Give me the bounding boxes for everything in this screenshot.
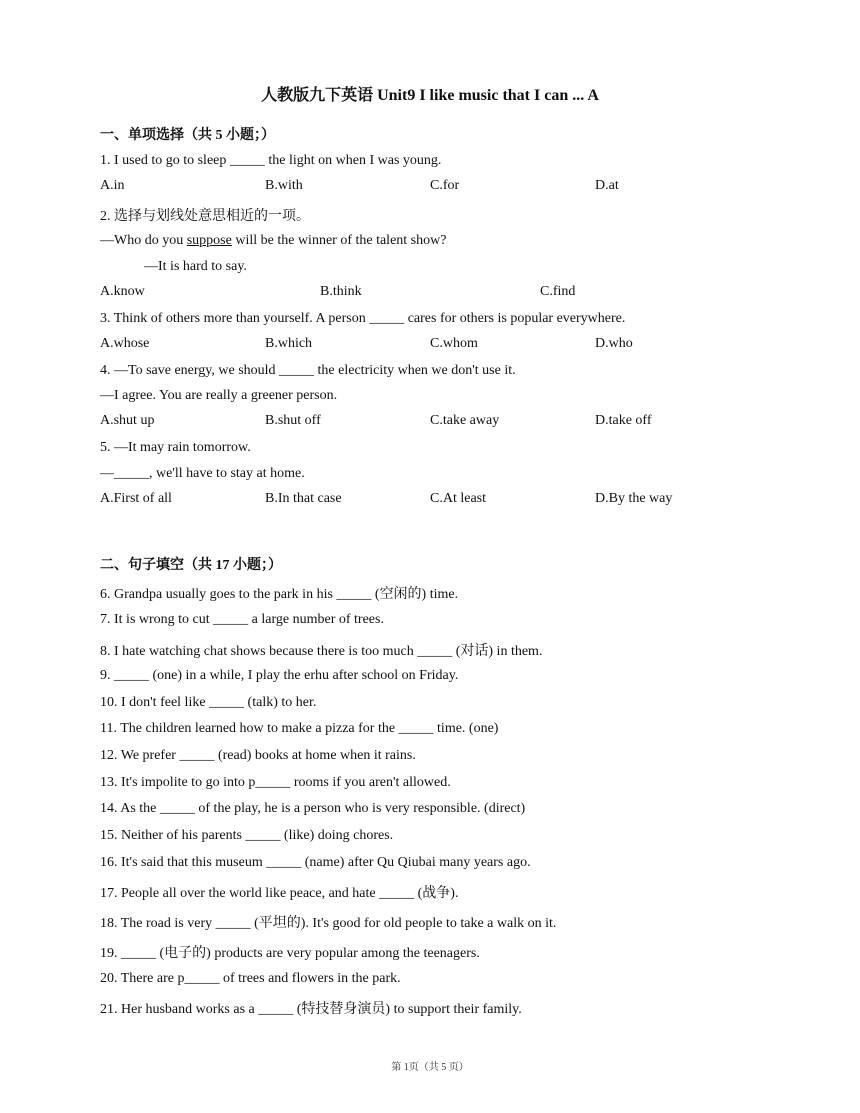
- question-2-option-c: C.find: [540, 284, 576, 299]
- page-title: 人教版九下英语 Unit9 I like music that I can ... A: [261, 87, 599, 104]
- question-5-option-d: D.By the way: [595, 491, 673, 506]
- sentence-item: 20. There are p_____ of trees and flowers in the park.: [100, 971, 401, 986]
- question-4-option-d: D.take off: [595, 413, 652, 428]
- sentence-item: 13. It's impolite to go into p_____ rooms if you aren't allowed.: [100, 775, 451, 790]
- question-4-option-b: B.shut off: [265, 413, 321, 428]
- question-4-option-c: C.take away: [430, 413, 500, 428]
- question-2-line1-pre: —Who do you: [100, 233, 187, 248]
- sentence-item: 6. Grandpa usually goes to the park in his _____ (空闲的) time.: [100, 587, 459, 602]
- sentence-item: 8. I hate watching chat shows because there is too much _____ (对话) in them.: [100, 644, 543, 659]
- sentence-item: 18. The road is very _____ (平坦的). It's good for old people to take a walk on it.: [100, 916, 557, 931]
- question-4-line-2: —I agree. You are really a greener person.: [100, 388, 338, 403]
- question-5-line-1: 5. —It may rain tomorrow.: [100, 440, 251, 455]
- section-heading-multiple-choice: 一、单项选择（共 5 小题；）: [100, 128, 275, 143]
- sentence-item: 11. The children learned how to make a pizza for the _____ time. (one): [100, 721, 499, 736]
- question-5-option-b: B.In that case: [265, 491, 342, 506]
- question-1-option-c: C.for: [430, 178, 460, 193]
- question-5-option-c: C.At least: [430, 491, 486, 506]
- question-2-instruction: 2. 选择与划线处意思相近的一项。: [100, 209, 310, 224]
- question-1-option-a: A.in: [100, 178, 125, 193]
- sentence-item: 7. It is wrong to cut _____ a large number of trees.: [100, 612, 384, 627]
- sentence-item: 14. As the _____ of the play, he is a person who is very responsible. (direct): [100, 801, 526, 816]
- question-3-stem: 3. Think of others more than yourself. A person _____ cares for others is popular everywhere.: [100, 311, 626, 326]
- question-3-option-a: A.whose: [100, 336, 150, 351]
- sentence-item: 9. _____ (one) in a while, I play the erhu after school on Friday.: [100, 668, 459, 683]
- sentence-item: 16. It's said that this museum _____ (name) after Qu Qiubai many years ago.: [100, 855, 531, 870]
- question-1-option-b: B.with: [265, 178, 303, 193]
- question-2-line1-post: will be the winner of the talent show?: [231, 233, 447, 248]
- question-1-stem: 1. I used to go to sleep _____ the light on when I was young.: [100, 153, 442, 168]
- question-2-dialogue-line-2: —It is hard to say.: [144, 259, 247, 274]
- question-2-dialogue-line-1: [100, 233, 446, 249]
- question-2-option-a: A.know: [100, 284, 145, 299]
- sentence-item: 12. We prefer _____ (read) books at home when it rains.: [100, 748, 416, 763]
- question-3-option-b: B.which: [265, 336, 313, 351]
- question-3-option-d: D.who: [595, 336, 633, 351]
- section-heading-sentence-fill: 二、句子填空（共 17 小题；）: [100, 558, 282, 573]
- question-5-option-a: A.First of all: [100, 491, 172, 506]
- question-1-option-d: D.at: [595, 178, 619, 193]
- question-3-option-c: C.whom: [430, 336, 478, 351]
- sentence-item: 15. Neither of his parents _____ (like) doing chores.: [100, 828, 394, 843]
- page-footer: 第 1页（共 5 页）: [391, 1062, 469, 1073]
- question-2-underlined-word: suppose: [186, 233, 232, 248]
- sentence-item: 21. Her husband works as a _____ (特技替身演员) to support their family.: [100, 1002, 522, 1017]
- sentence-item: 10. I don't feel like _____ (talk) to her.: [100, 695, 317, 710]
- sentence-item: 19. _____ (电子的) products are very popular among the teenagers.: [100, 946, 480, 961]
- sentence-item: 17. People all over the world like peace, and hate _____ (战争).: [100, 886, 459, 901]
- question-4-option-a: A.shut up: [100, 413, 155, 428]
- question-2-option-b: B.think: [320, 284, 362, 299]
- question-5-line-2: —_____, we'll have to stay at home.: [100, 466, 305, 481]
- question-4-line-1: 4. —To save energy, we should _____ the electricity when we don't use it.: [100, 363, 516, 378]
